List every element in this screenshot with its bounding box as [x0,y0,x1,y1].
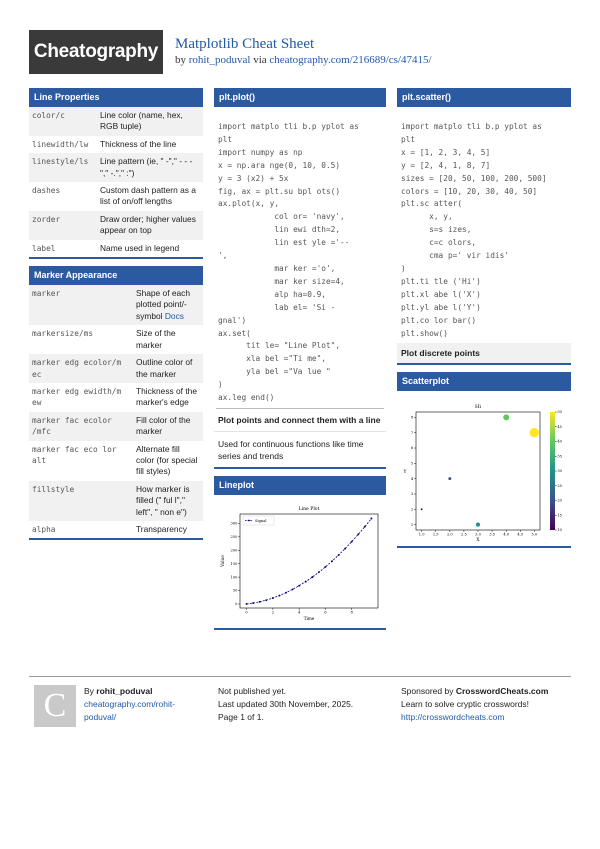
plt-scatter-summary: Plot discrete points [397,343,571,363]
byline-prefix: by [175,54,189,66]
lineplot-ytick-label: 300 [230,521,238,526]
footer-author[interactable]: rohit_poduval [96,686,153,696]
colorbar-tick-label: 35 [557,454,562,459]
scatterplot-heading: Scatterplot [397,372,571,391]
lineplot-point [305,581,307,583]
marker-appearance-heading: Marker Appearance [29,266,203,285]
scatter-xtick-label: 4.5 [517,533,524,538]
marker-property-row [29,354,203,383]
author-avatar[interactable]: C [34,685,76,727]
lineplot-ytick-label: 100 [230,575,238,580]
scatter-point [503,415,509,421]
lineplot-heading: Lineplot [214,476,386,495]
plt-scatter-code: import matplo tli b.p yplot as plt x = [1, 2, 3, 4, 5] y = [2, 4, 1, 8, 7] sizes = [20, 50, 100, 200, 500] colors = [10, 20, 30, 40, 50] plt.sc atter( x, y, s=s izes, c=c olors, cma p=' vir idis' ) plt.ti tle ('Hi') plt.xl abe l('X') plt.yl abe l('Y') plt.co lor bar() plt.show() [401,122,547,338]
lineplot-point [259,601,261,603]
marker-property-desc [133,521,203,538]
lineplot-ytick-label: 50 [232,588,238,593]
scatterplot-ylabel: Y [403,470,407,476]
line-property-key: dashes [32,186,61,196]
scatter-ytick-label: 2 [410,507,414,512]
marker-property-desc-text: Transparency [136,523,187,534]
marker-property-row [29,412,203,441]
lineplot-legend [243,516,274,525]
line-property-desc-text: Thickness of the line [100,138,177,149]
column-middle [214,88,386,637]
marker-property-key: marker edg ecolor/m ec [29,354,133,383]
colorbar-tick-label: 50 [557,410,562,415]
line-property-key: linewidth/lw [32,139,89,149]
byline [175,54,432,66]
line-property-row [29,240,203,257]
logo-text: Cheatography [33,41,159,62]
page-title[interactable]: Matplotlib Cheat Sheet [175,36,315,52]
scatterplot-title: Hi [475,404,481,411]
lineplot-title: Line Plot [298,506,320,512]
colorbar-tick-label: 20 [557,499,562,504]
plt-scatter-heading: plt.scatter() [397,88,571,107]
column-right [397,88,571,555]
marker-property-row [29,325,203,354]
lineplot-chart [217,500,383,624]
marker-property-key: marker fac ecolor /mfc [29,412,133,441]
marker-property-row [29,521,203,538]
colorbar-tick-label: 10 [557,528,562,533]
line-property-key: color/c [29,107,97,136]
colorbar-tick-label: 15 [557,513,562,518]
line-property-desc [97,211,203,240]
scatter-ytick-label: 1 [410,523,414,528]
scatter-point [530,428,539,437]
line-property-desc [97,153,203,182]
lineplot-point [278,595,280,597]
plt-scatter-box [397,88,571,365]
lineplot-ytick-label: 150 [230,561,238,566]
lineplot-point [285,592,287,594]
line-property-row [29,211,203,240]
lineplot-xlabel: Time [303,615,315,621]
scatter-ytick-label: 3 [410,492,414,497]
line-property-row [29,136,203,153]
footer-page: Page 1 of 1. [218,712,264,722]
colorbar-tick-label: 25 [557,484,562,489]
lineplot-point [331,560,333,562]
line-property-desc [97,107,203,136]
footer-sponsor[interactable]: CrosswordCheats.com [455,686,549,696]
scatterplot-chart [400,396,568,542]
lineplot-point [252,602,254,604]
scatterplot-figure [397,391,571,546]
marker-property-key: marker edg ewidth/m ew [32,386,122,408]
lineplot-xtick-label: 4 [297,610,301,615]
line-property-desc-text: Line color (name, hex, RGB tuple) [100,110,183,132]
lineplot-point [292,588,294,590]
plt-plot-summary: Plot points and connect them with a line [214,409,386,432]
footer-by: By [84,686,97,696]
scatter-xtick-label: 3.0 [475,533,481,538]
scatter-xtick-label: 2.0 [446,533,453,538]
plt-plot-note: Used for continuous functions like time series and trends [214,432,386,467]
scatter-ytick-label: 5 [410,461,414,466]
marker-property-desc [133,481,203,521]
colorbar [550,412,555,530]
plt-plot-box [214,88,386,469]
footer-status: Not published yet. [218,686,287,696]
marker-property-desc-text: How marker is filled (" ful l"," left", " non e") [136,483,190,517]
line-property-key: zorder [29,211,97,240]
lineplot-point [351,541,353,543]
docs-link[interactable]: Docs [164,310,184,321]
lineplot-point [338,554,340,556]
lineplot-xtick-label: 8 [350,610,353,615]
marker-property-desc [133,325,203,354]
footer-updated: Last updated 30th November, 2025. [218,699,354,709]
line-properties-heading: Line Properties [29,88,203,107]
scatterplot-box [397,372,571,548]
marker-property-row [29,285,203,325]
marker-property-desc-text: Fill color of the marker [136,414,191,437]
scatter-ytick-label: 4 [410,477,414,482]
marker-property-row [29,383,203,412]
lineplot-point [298,585,300,587]
scatterplot-xlabel: X [476,538,480,543]
column-left [29,88,203,547]
sheet-url-link[interactable]: cheatography.com/216689/cs/47415/ [269,54,432,66]
marker-property-desc [133,412,203,441]
marker-property-desc-text: Thickness of the marker's edge [136,385,197,408]
lineplot-point [324,566,326,568]
line-properties-box [29,88,203,259]
scatter-ytick-label: 7 [410,431,414,436]
plt-plot-heading: plt.plot() [214,88,386,107]
lineplot-point [311,576,313,578]
marker-property-desc-text: Alternate fill color (for special fill styles) [136,443,198,477]
scatter-xtick-label: 2.5 [461,533,467,538]
lineplot-legend-label: Signal [255,518,267,523]
marker-property-desc-text: Shape of each plotted point/-symbol [136,288,191,321]
footer-sponsor-block [401,685,548,724]
scatter-xtick-label: 4.0 [503,533,510,538]
scatter-xtick-label: 1.0 [418,533,425,538]
marker-property-key: fillstyle [29,481,133,521]
marker-appearance-box [29,266,203,540]
marker-property-row [29,481,203,521]
marker-property-row [29,441,203,481]
line-property-row [29,182,203,211]
scatter-ytick-label: 8 [410,415,414,420]
lineplot-box [214,476,386,630]
marker-property-desc [133,383,203,412]
lineplot-ytick-label: 250 [230,534,238,539]
lineplot-ytick-label: 200 [230,548,238,553]
marker-property-desc-text: Outline color of the marker [136,357,193,379]
author-link[interactable]: rohit_poduval [188,54,251,66]
colorbar-tick-label: 45 [557,425,562,430]
marker-property-key: marker fac eco lor alt [32,444,117,465]
lineplot-point [357,533,359,535]
lineplot-point [272,597,274,599]
marker-property-desc [133,441,203,481]
line-property-row [29,153,203,182]
footer-sponsor-prefix: Sponsored by [401,686,456,696]
footer [29,676,571,724]
marker-property-desc [133,285,203,325]
scatter-xtick-label: 3.5 [489,533,495,538]
lineplot-point [364,526,366,528]
lineplot-point [246,603,248,605]
line-property-desc-text: Custom dash pattern as a list of on/off lengths [100,185,196,207]
footer-author-link-1[interactable]: cheatography.com/rohit- [84,699,176,709]
colorbar-tick-label: 40 [557,440,562,445]
byline-via: via [250,54,270,66]
line-property-row [29,107,203,136]
line-property-desc [97,240,203,257]
footer-author-block [84,685,175,724]
marker-property-key: alpha [32,524,56,534]
footer-author-link-2[interactable]: poduval/ [84,712,117,722]
marker-property-key: marker [29,285,133,325]
colorbar-tick-label: 30 [557,469,562,474]
footer-sponsor-tagline: Learn to solve cryptic crosswords! [401,699,530,709]
line-property-key: label [32,243,56,253]
line-property-desc-text: Draw order; higher values appear on top [100,213,196,236]
marker-property-desc [133,354,203,383]
footer-sponsor-url[interactable]: http://crosswordcheats.com [401,712,505,722]
marker-appearance-table [29,285,203,538]
lineplot-point [370,517,372,519]
lineplot-figure [214,495,386,628]
line-property-desc [97,136,203,153]
scatter-point [421,509,423,511]
lineplot-point [344,548,346,550]
cheatography-logo[interactable] [29,30,163,74]
line-properties-table [29,107,203,257]
lineplot-point [265,599,267,601]
lineplot-point [318,571,320,573]
footer-meta-block [218,685,353,724]
scatter-point [448,478,451,481]
line-property-key: linestyle/ls [29,153,97,182]
scatter-ytick-label: 6 [410,446,414,451]
scatter-xtick-label: 5.0 [531,533,538,538]
plt-plot-code: import matplo tli b.p yplot as plt import numpy as np x = np.ara nge(0, 10, 0.5) y = 3 (x2) + 5x fig, ax = plt.su bpl ots() ax.plot(x, y, col or= 'navy', lin ewi dth=2, lin est yle ='-- ', mar ker ='o', mar ker size=4, alp ha=0.9, lab el= 'Si - gnal') ax.set( tit le= "Line Plot", xla bel ="Ti me", yla bel ="Va lue " ) ax.leg end() [218,122,359,403]
line-property-desc-text: Name used in legend [100,242,180,253]
marker-property-key: markersize/ms [32,329,94,339]
scatter-point [476,523,480,527]
lineplot-ytick-label: 0 [235,602,238,607]
lineplot-xtick-label: 0 [245,610,248,615]
lineplot-xtick-label: 6 [324,610,327,615]
marker-property-desc-text: Size of the marker [136,328,176,350]
lineplot-xtick-label: 2 [271,610,275,615]
line-property-desc-text: Line pattern (ie, " -"," - - -"," -."," :") [100,156,193,178]
scatter-xtick-label: 1.5 [432,533,439,538]
lineplot-ylabel: Value [220,555,225,567]
line-property-desc [97,182,203,211]
